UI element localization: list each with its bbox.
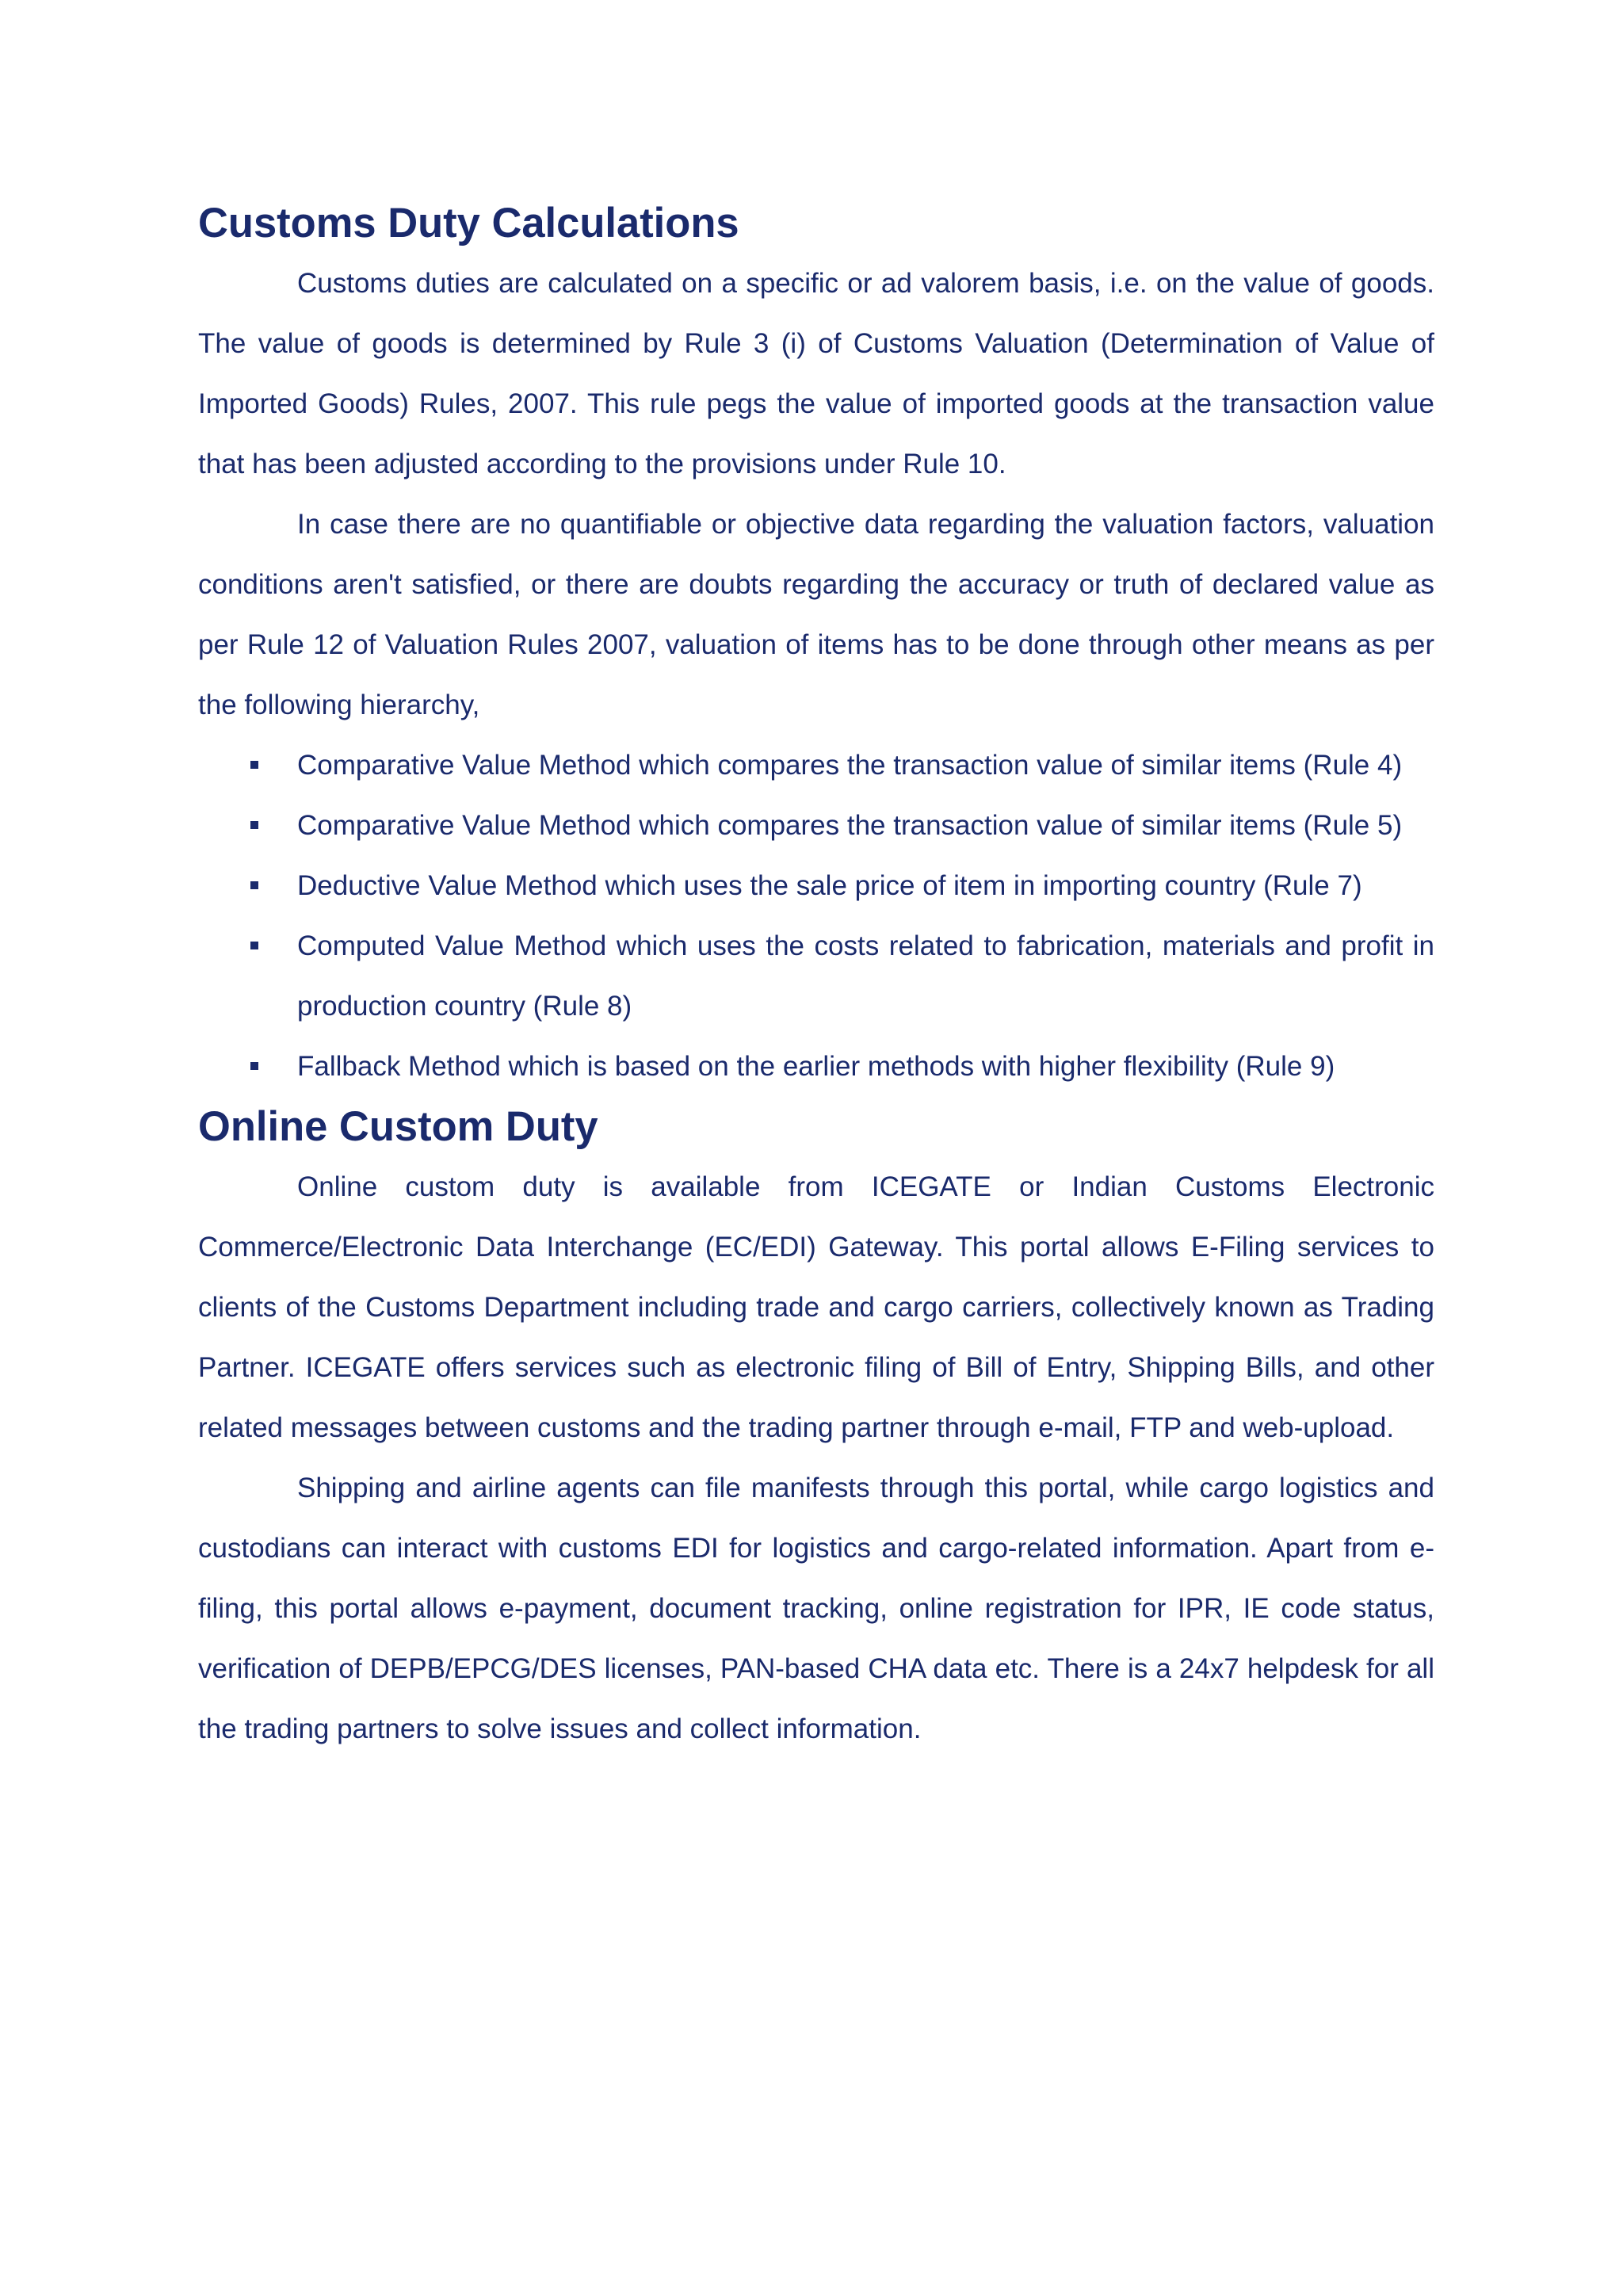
paragraph: Online custom duty is available from ICEGATE or Indian Customs Electronic Commerce/Electronic Data Interchange (EC/EDI) Gateway. This portal allows E-Filing services to clients of the Customs Department including trade and cargo carriers, collectively known as Trading Partner. ICEGATE offers services such as electronic filing of Bill of Entry, Shipping Bills, and other related messages between customs and the trading partner through e-mail, FTP and web-upload. (198, 1171, 1434, 1443)
square-bullet-icon (250, 821, 258, 829)
list-item (198, 796, 1434, 856)
list-item-text: Deductive Value Method which uses the sale price of item in importing country (Rule 7) (297, 870, 1362, 901)
valuation-methods-list (198, 735, 1434, 1097)
square-bullet-icon (250, 1062, 258, 1070)
square-bullet-icon (250, 761, 258, 769)
paragraph: In case there are no quantifiable or objective data regarding the valuation factors, valuation conditions aren't satisfied, or there are doubts regarding the accuracy or truth of declared value as per Rule 12 of Valuation Rules 2007, valuation of items has to be done through other means as per the following hierarchy, (198, 509, 1434, 720)
list-item (198, 856, 1434, 916)
section-heading-online-custom-duty: Online Custom Duty (198, 1103, 598, 1150)
list-item-text: Comparative Value Method which compares the transaction value of similar items (Rule 4) (297, 750, 1403, 781)
list-item-text: Computed Value Method which uses the costs related to fabrication, materials and profit in production country (Rule 8) (297, 930, 1434, 1022)
list-item (198, 916, 1434, 1037)
list-item (198, 1037, 1434, 1097)
list-item-text: Comparative Value Method which compares the transaction value of similar items (Rule 5) (297, 810, 1403, 841)
list-item-text: Fallback Method which is based on the earlier methods with higher flexibility (Rule 9) (297, 1051, 1335, 1082)
paragraph: Shipping and airline agents can file manifests through this portal, while cargo logistics and custodians can interact with customs EDI for logistics and cargo-related information. Apart from e-filing, this portal allows e-payment, document tracking, online registration for IPR, IE code status, verification of DEPB/EPCG/DES licenses, PAN-based CHA data etc. There is a 24x7 helpdesk for all the trading partners to solve issues and collect information. (198, 1473, 1434, 1744)
square-bullet-icon (250, 942, 258, 949)
section-heading-customs-duty-calculations: Customs Duty Calculations (198, 200, 739, 246)
square-bullet-icon (250, 881, 258, 889)
list-item (198, 735, 1434, 796)
document-body (198, 193, 1434, 1759)
paragraph: Customs duties are calculated on a specific or ad valorem basis, i.e. on the value of goods. The value of goods is determined by Rule 3 (i) of Customs Valuation (Determination of Value of Imported Goods) Rules, 2007. This rule pegs the value of imported goods at the transaction value that has been adjusted according to the provisions under Rule 10. (198, 268, 1434, 479)
